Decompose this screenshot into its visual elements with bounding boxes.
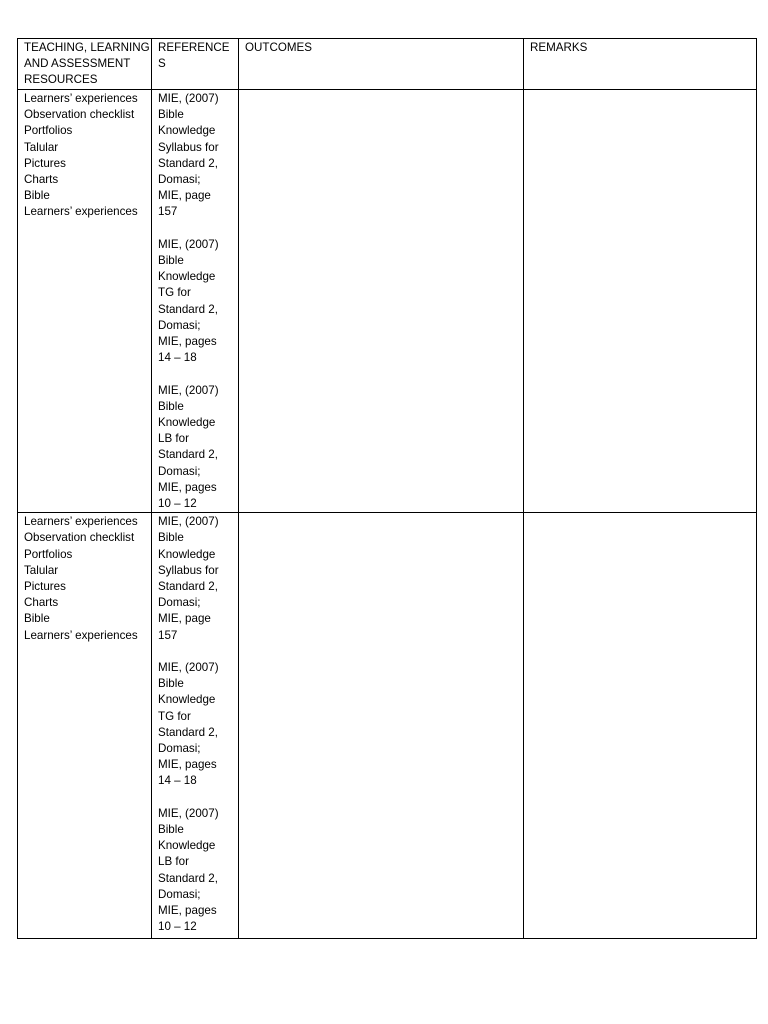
- reference-line: 14 – 18: [158, 351, 197, 365]
- reference-line: Bible: [158, 677, 184, 691]
- reference-line: Bible: [158, 108, 184, 122]
- resource-item: Talular: [24, 140, 59, 154]
- reference-line: Bible: [158, 399, 184, 413]
- header-resources-line: AND ASSESSMENT: [24, 57, 131, 71]
- resource-item: Learners’ experiences: [24, 628, 138, 642]
- resource-item: Charts: [24, 596, 59, 610]
- reference-line: Syllabus for: [158, 140, 219, 154]
- resource-item: Talular: [24, 563, 59, 577]
- resource-item: Portfolios: [24, 124, 73, 138]
- table-row: [18, 513, 757, 939]
- reference-line: Domasi;: [158, 464, 201, 478]
- reference-entry: [158, 237, 234, 367]
- reference-line: Bible: [158, 531, 184, 545]
- reference-line: Standard 2,: [158, 871, 218, 885]
- reference-line: 157: [158, 205, 178, 219]
- reference-line: Domasi;: [158, 596, 201, 610]
- resource-item: Observation checklist: [24, 531, 135, 545]
- reference-entry: [158, 660, 234, 790]
- reference-entry: [158, 383, 234, 513]
- table-row: [18, 90, 757, 513]
- reference-line: 10 – 12: [158, 920, 197, 934]
- reference-line: MIE, pages: [158, 904, 217, 918]
- reference-line: Standard 2,: [158, 156, 218, 170]
- reference-line: Bible: [158, 254, 184, 268]
- reference-line: MIE, page: [158, 612, 211, 626]
- reference-line: MIE, (2007): [158, 92, 219, 105]
- reference-line: Standard 2,: [158, 302, 218, 316]
- resource-item: Observation checklist: [24, 108, 135, 122]
- reference-line: LB for: [158, 855, 189, 869]
- remarks-cell: [524, 90, 757, 513]
- resource-item: Pictures: [24, 580, 66, 594]
- outcomes-cell: [239, 90, 524, 513]
- reference-line: TG for: [158, 286, 191, 300]
- references-cell: [152, 513, 239, 939]
- resource-item: Portfolios: [24, 547, 73, 561]
- header-remarks: REMARKS: [524, 39, 757, 90]
- reference-line: MIE, (2007): [158, 806, 219, 820]
- header-resources: [18, 39, 152, 90]
- reference-line: 10 – 12: [158, 497, 197, 511]
- resource-item: Learners’ experiences: [24, 515, 138, 529]
- reference-entry: [158, 91, 234, 221]
- reference-line: Domasi;: [158, 173, 201, 187]
- resource-item: Bible: [24, 189, 50, 203]
- reference-line: Standard 2,: [158, 725, 218, 739]
- reference-line: Domasi;: [158, 742, 201, 756]
- header-row: [18, 39, 757, 90]
- header-resources-line: RESOURCES: [24, 73, 98, 87]
- reference-line: Knowledge: [158, 416, 216, 430]
- reference-line: 14 – 18: [158, 774, 197, 788]
- reference-line: MIE, (2007): [158, 237, 219, 251]
- reference-line: Standard 2,: [158, 448, 218, 462]
- reference-line: MIE, pages: [158, 480, 217, 494]
- resource-item: Learners’ experiences: [24, 92, 138, 105]
- resource-item: Charts: [24, 173, 59, 187]
- reference-line: Knowledge: [158, 693, 216, 707]
- reference-line: Syllabus for: [158, 563, 219, 577]
- reference-line: MIE, (2007): [158, 383, 219, 397]
- reference-line: Knowledge: [158, 124, 216, 138]
- reference-line: Domasi;: [158, 887, 201, 901]
- references-cell: [152, 90, 239, 513]
- reference-line: Knowledge: [158, 270, 216, 284]
- reference-line: Knowledge: [158, 547, 216, 561]
- remarks-cell: [524, 513, 757, 939]
- resources-cell: [18, 90, 152, 513]
- reference-line: Bible: [158, 823, 184, 837]
- resources-cell: [18, 513, 152, 939]
- resource-item: Bible: [24, 612, 50, 626]
- resources-table: [17, 38, 757, 939]
- header-resources-line: TEACHING, LEARNING: [24, 41, 150, 54]
- reference-line: MIE, (2007): [158, 515, 219, 529]
- header-outcomes: OUTCOMES: [239, 39, 524, 90]
- resource-item: Learners’ experiences: [24, 205, 138, 219]
- reference-line: LB for: [158, 432, 189, 446]
- reference-line: MIE, pages: [158, 335, 217, 349]
- reference-line: MIE, pages: [158, 758, 217, 772]
- reference-entry: [158, 514, 234, 644]
- resource-item: Pictures: [24, 156, 66, 170]
- reference-line: Standard 2,: [158, 580, 218, 594]
- reference-line: Knowledge: [158, 839, 216, 853]
- reference-line: Domasi;: [158, 318, 201, 332]
- reference-line: MIE, (2007): [158, 661, 219, 675]
- reference-line: 157: [158, 628, 178, 642]
- reference-line: MIE, page: [158, 189, 211, 203]
- outcomes-cell: [239, 513, 524, 939]
- reference-entry: [158, 806, 234, 936]
- header-references: REFERENCES: [152, 39, 239, 90]
- reference-line: TG for: [158, 709, 191, 723]
